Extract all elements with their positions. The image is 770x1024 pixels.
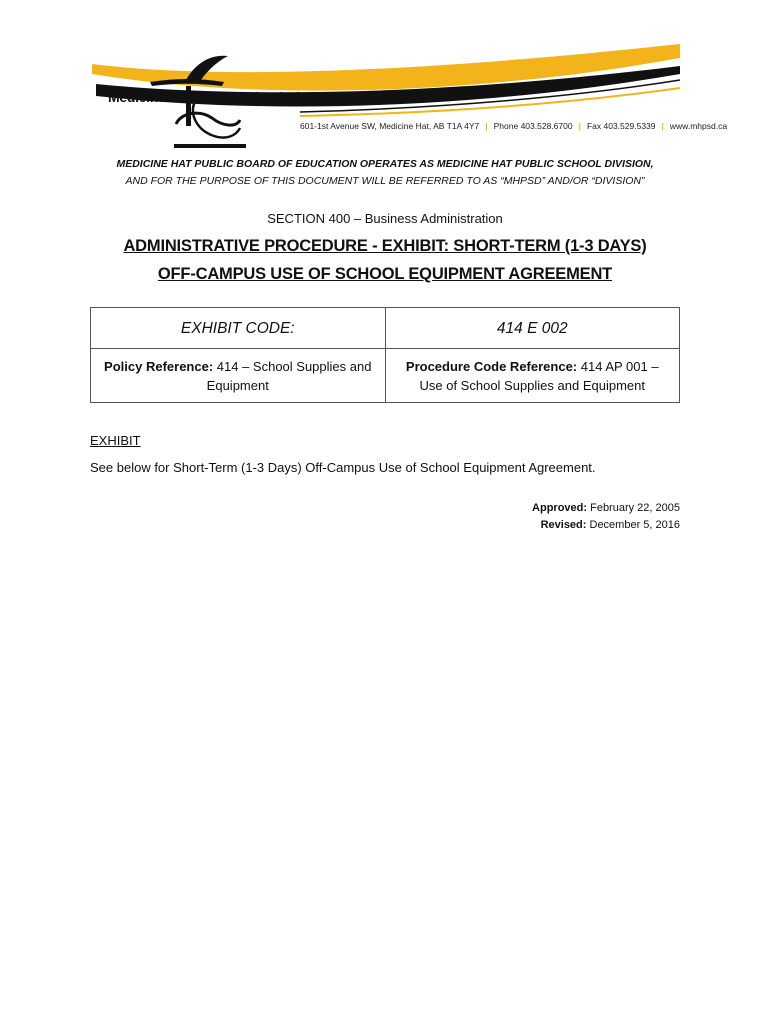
- procedure-reference-label: Procedure Code Reference:: [405, 358, 578, 374]
- exhibit-code-label: EXHIBIT CODE:: [91, 308, 386, 349]
- fax-text: Fax 403.529.5339: [586, 121, 656, 131]
- org-name: Medicine Hat Public School Division: [108, 89, 339, 105]
- letterhead-swoosh-graphic: [0, 0, 770, 160]
- contact-line: 601-1st Avenue SW, Medicine Hat, AB T1A 4Y7 | Phone 403.528.6700 | Fax 403.529.5339 | www.mhpsd.ca: [300, 121, 728, 131]
- approved-date: February 22, 2005: [587, 502, 680, 514]
- dates-block: [532, 500, 680, 534]
- policy-reference-label: Policy Reference:: [104, 358, 214, 374]
- document-title: [0, 232, 770, 288]
- exhibit-code-value: 414 E 002: [385, 308, 680, 349]
- section-heading: SECTION 400 – Business Administration: [267, 211, 503, 226]
- approved-line: [532, 500, 680, 517]
- phone-text: Phone 403.528.6700: [493, 121, 573, 131]
- letterhead: [0, 0, 770, 160]
- exhibit-info-table: [90, 307, 680, 403]
- revised-date: December 5, 2016: [586, 519, 680, 531]
- revised-line: [532, 517, 680, 534]
- exhibit-description: See below for Short-Term (1-3 Days) Off-Campus Use of School Equipment Agreement.: [90, 460, 596, 475]
- board-note-line2: AND FOR THE PURPOSE OF THIS DOCUMENT WILL BE REFERRED TO AS “MHPSD” AND/OR “DIVISION”: [125, 175, 645, 187]
- exhibit-label: EXHIBIT: [90, 433, 141, 448]
- policy-reference-cell: [91, 349, 386, 403]
- procedure-reference-cell: [385, 349, 680, 403]
- address-text: 601-1st Avenue SW, Medicine Hat, AB T1A 4Y7: [300, 121, 480, 131]
- procedure-reference-value: 414 AP 001 – Use of School Supplies and Equipment: [419, 358, 659, 393]
- document-title-line2: OFF-CAMPUS USE OF SCHOOL EQUIPMENT AGREEMENT: [157, 265, 613, 283]
- approved-label: Approved:: [532, 502, 588, 514]
- board-note: [0, 156, 770, 190]
- board-note-line1: MEDICINE HAT PUBLIC BOARD OF EDUCATION OPERATES AS MEDICINE HAT PUBLIC SCHOOL DIVISION,: [116, 158, 654, 170]
- policy-reference-value: 414 – School Supplies and Equipment: [206, 358, 372, 393]
- revised-label: Revised:: [540, 519, 587, 531]
- website-link[interactable]: www.mhpsd.ca: [669, 121, 728, 131]
- document-title-line1: ADMINISTRATIVE PROCEDURE - EXHIBIT: SHORT-TERM (1-3 DAYS): [123, 237, 647, 255]
